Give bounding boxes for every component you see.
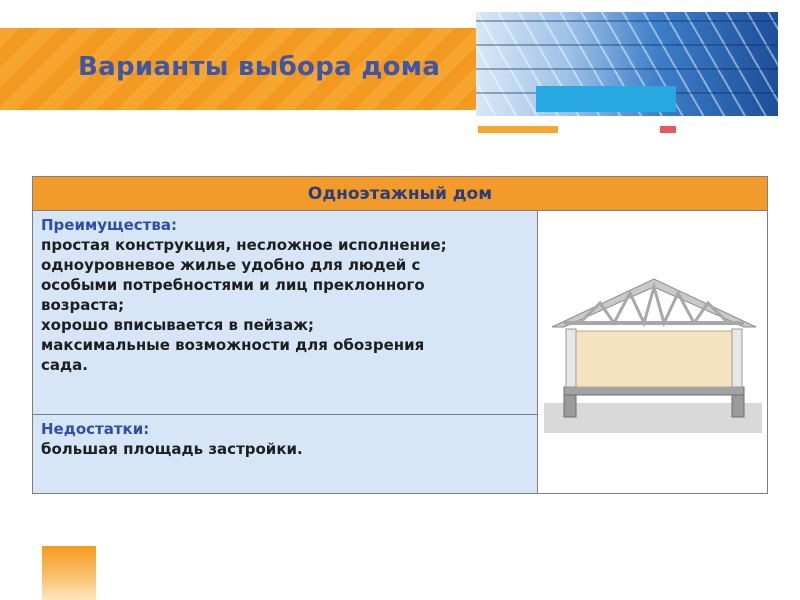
- disadvantages-heading: Недостатки:: [41, 420, 150, 438]
- decor-bottom-square: [42, 546, 96, 600]
- house-cross-section-icon: [542, 265, 764, 435]
- comparison-table: [32, 176, 768, 494]
- decor-bar-red: [660, 126, 676, 133]
- advantage-line: простая конструкция, несложное исполнение;: [41, 236, 447, 254]
- table-header: [33, 177, 767, 211]
- decor-bar-blue: [536, 86, 676, 112]
- advantage-line: хорошо вписывается в пейзаж;: [41, 316, 315, 334]
- advantages-cell: [33, 211, 538, 415]
- decor-bar-orange: [478, 126, 558, 133]
- advantage-line: особыми потребностями и лиц преклонного: [41, 276, 425, 294]
- slide-title: Варианты выбора дома: [78, 52, 441, 82]
- advantage-line: сада.: [41, 356, 88, 374]
- disadvantages-cell: [33, 415, 538, 493]
- advantage-line: одноуровневое жилье удобно для людей с: [41, 256, 421, 274]
- illustration-cell: [538, 211, 767, 493]
- advantage-line: возраста;: [41, 296, 125, 314]
- table-header-label: Одноэтажный дом: [307, 183, 493, 204]
- advantage-line: максимальные возможности для обозрения: [41, 336, 425, 354]
- advantages-heading: Преимущества:: [41, 216, 177, 234]
- disadvantage-line: большая площадь застройки.: [41, 440, 303, 458]
